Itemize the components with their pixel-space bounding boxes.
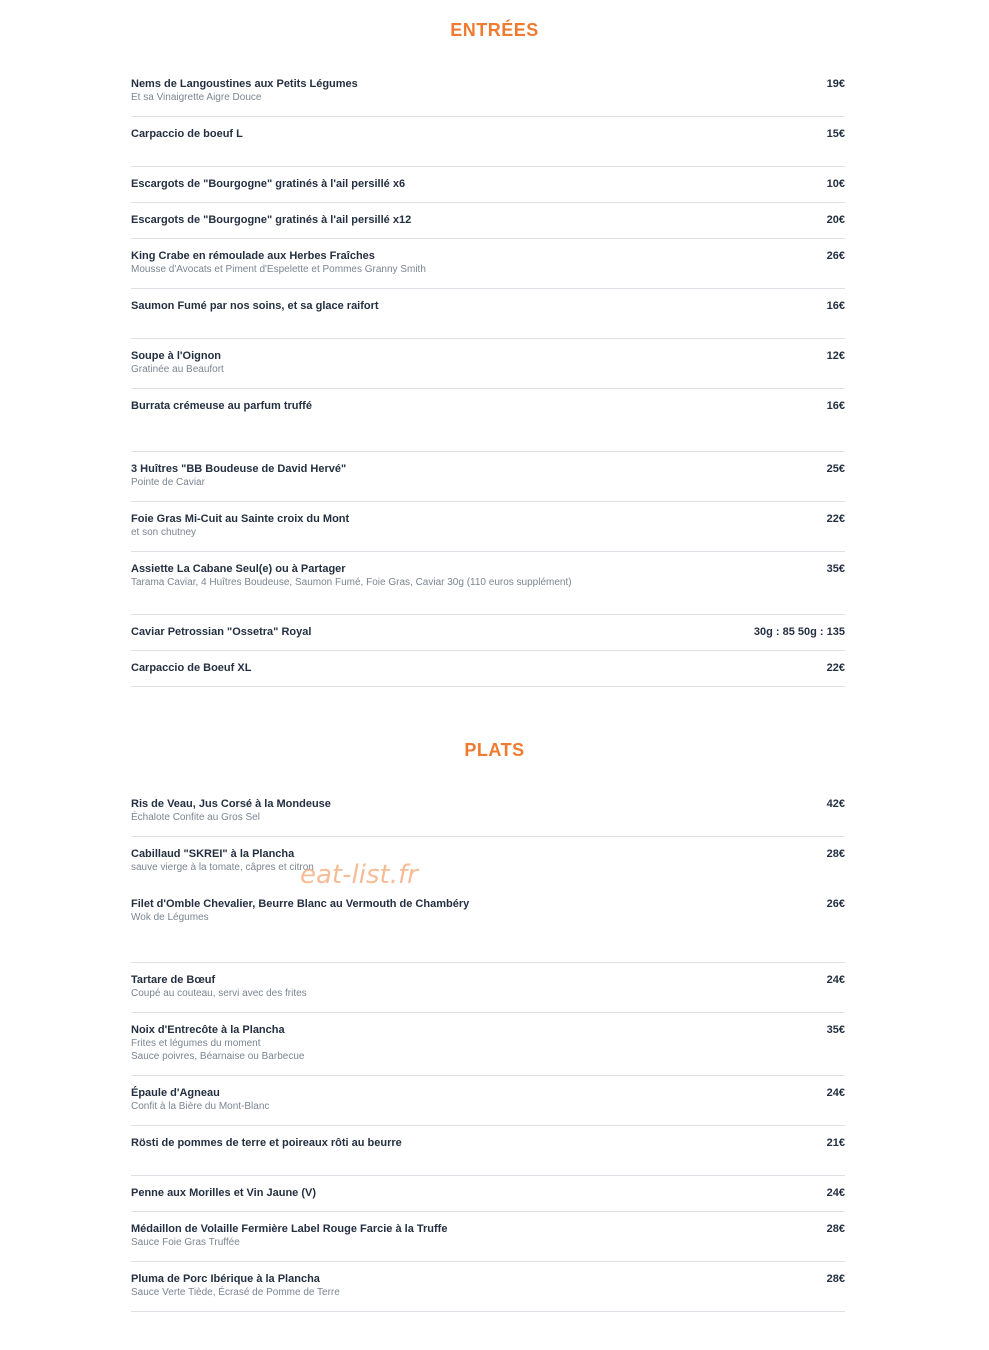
dish-name: Nems de Langoustines aux Petits Légumes bbox=[131, 78, 358, 90]
dish-price: 24€ bbox=[826, 1087, 845, 1099]
menu-item bbox=[131, 178, 845, 203]
menu-item bbox=[131, 626, 845, 651]
dish-name: 3 Huîtres "BB Boudeuse de David Hervé" bbox=[131, 463, 347, 475]
dish-price: 12€ bbox=[826, 350, 845, 362]
menu-item bbox=[131, 662, 845, 687]
dish-price: 16€ bbox=[826, 400, 845, 412]
dish-name: Tartare de Bœuf bbox=[131, 974, 216, 986]
menu-item bbox=[131, 974, 845, 1013]
dish-description: sauve vierge à la tomate, câpres et citron bbox=[131, 862, 314, 873]
dish-name: Foie Gras Mi-Cuit au Sainte croix du Mont bbox=[131, 513, 350, 525]
dish-price: 21€ bbox=[826, 1137, 845, 1149]
dish-price: 19€ bbox=[826, 78, 845, 90]
dish-description: Coupé au couteau, servi avec des frites bbox=[131, 988, 307, 999]
menu-item bbox=[131, 400, 845, 452]
menu-item bbox=[131, 250, 845, 289]
menu-item bbox=[131, 463, 845, 502]
dish-name: Carpaccio de Boeuf XL bbox=[131, 662, 252, 674]
menu-item bbox=[131, 214, 845, 239]
dish-name: Escargots de "Bourgogne" gratinés à l'ail persillé x6 bbox=[131, 178, 406, 190]
dish-name: Ris de Veau, Jus Corsé à la Mondeuse bbox=[131, 798, 331, 810]
dish-description: Gratinée au Beaufort bbox=[131, 364, 224, 375]
dish-price: 28€ bbox=[826, 1223, 845, 1235]
dish-name: Filet d'Omble Chevalier, Beurre Blanc au Vermouth de Chambéry bbox=[131, 898, 470, 910]
dish-price: 10€ bbox=[826, 178, 845, 190]
dish-description: Sauce Foie Gras Truffée bbox=[131, 1237, 240, 1248]
menu-item bbox=[131, 300, 845, 339]
menu-item bbox=[131, 1087, 845, 1126]
dish-description: Pointe de Caviar bbox=[131, 477, 205, 488]
dish-price: 24€ bbox=[826, 1187, 845, 1199]
dish-price: 28€ bbox=[826, 848, 845, 860]
menu-item bbox=[131, 798, 845, 837]
dish-name: Noix d'Entrecôte à la Plancha bbox=[131, 1024, 285, 1036]
menu-item bbox=[131, 1024, 845, 1076]
dish-price: 28€ bbox=[826, 1273, 845, 1285]
menu-item bbox=[131, 1223, 845, 1262]
dish-price: 30g : 85 50g : 135 bbox=[753, 626, 845, 638]
dish-price: 42€ bbox=[826, 798, 845, 810]
section-title-entrees: ENTRÉES bbox=[450, 20, 539, 40]
dish-price: 16€ bbox=[826, 300, 845, 312]
dish-description: Et sa Vinaigrette Aigre Douce bbox=[131, 92, 262, 103]
menu-item bbox=[131, 563, 845, 615]
menu-item bbox=[131, 513, 845, 552]
dish-description: Confit à la Bière du Mont-Blanc bbox=[131, 1101, 270, 1112]
dish-price: 24€ bbox=[826, 974, 845, 986]
dish-name: Caviar Petrossian "Ossetra" Royal bbox=[131, 626, 312, 638]
menu-item bbox=[131, 128, 845, 167]
dish-price: 26€ bbox=[826, 898, 845, 910]
dish-description-line2: Sauce poivres, Béarnaise ou Barbecue bbox=[131, 1051, 305, 1062]
dish-description: Sauce Verte Tiède, Écrasé de Pomme de Terre bbox=[131, 1287, 340, 1298]
dish-name: Médaillon de Volaille Fermière Label Rouge Farcie à la Truffe bbox=[131, 1223, 448, 1235]
dish-price: 35€ bbox=[826, 1024, 845, 1036]
dish-description: Wok de Légumes bbox=[131, 912, 209, 923]
dish-price: 22€ bbox=[826, 513, 845, 525]
dish-price: 26€ bbox=[826, 250, 845, 262]
dish-description: Tarama Caviar, 4 Huîtres Boudeuse, Saumon Fumé, Foie Gras, Caviar 30g (110 euros supplément) bbox=[131, 577, 572, 588]
dish-price: 22€ bbox=[826, 662, 845, 674]
dish-name: Cabillaud "SKREI" à la Plancha bbox=[131, 848, 295, 860]
dish-name: Carpaccio de boeuf L bbox=[131, 128, 243, 140]
menu-item bbox=[131, 1187, 845, 1212]
menu-item bbox=[131, 848, 845, 886]
dish-name: Rösti de pommes de terre et poireaux rôti au beurre bbox=[131, 1137, 402, 1149]
dish-name: Pluma de Porc Ibérique à la Plancha bbox=[131, 1273, 320, 1285]
section-title-plats: PLATS bbox=[464, 740, 525, 760]
dish-name: Épaule d'Agneau bbox=[131, 1087, 220, 1099]
dish-price: 15€ bbox=[826, 128, 845, 140]
watermark: eat-list.fr bbox=[300, 860, 418, 890]
menu-item bbox=[131, 78, 845, 117]
dish-name: Penne aux Morilles et Vin Jaune (V) bbox=[131, 1187, 317, 1199]
menu-item bbox=[131, 1273, 845, 1312]
dish-name: Assiette La Cabane Seul(e) ou à Partager bbox=[131, 563, 346, 575]
dish-price: 25€ bbox=[826, 463, 845, 475]
dish-description: et son chutney bbox=[131, 527, 197, 538]
dish-name: Soupe à l'Oignon bbox=[131, 350, 222, 362]
dish-description: Échalote Confite au Gros Sel bbox=[131, 812, 260, 823]
dish-description: Mousse d'Avocats et Piment d'Espelette et Pommes Granny Smith bbox=[131, 264, 426, 275]
menu-item bbox=[131, 350, 845, 389]
dish-name: Escargots de "Bourgogne" gratinés à l'ail persillé x12 bbox=[131, 214, 412, 226]
dish-name: Saumon Fumé par nos soins, et sa glace raifort bbox=[131, 300, 379, 312]
dish-price: 20€ bbox=[826, 214, 845, 226]
dish-name: King Crabe en rémoulade aux Herbes Fraîches bbox=[131, 250, 375, 262]
dish-price: 35€ bbox=[826, 563, 845, 575]
menu-item bbox=[131, 1137, 845, 1176]
dish-description: Frites et légumes du moment bbox=[131, 1038, 261, 1049]
menu-item bbox=[131, 898, 845, 963]
dish-name: Burrata crémeuse au parfum truffé bbox=[131, 400, 312, 412]
